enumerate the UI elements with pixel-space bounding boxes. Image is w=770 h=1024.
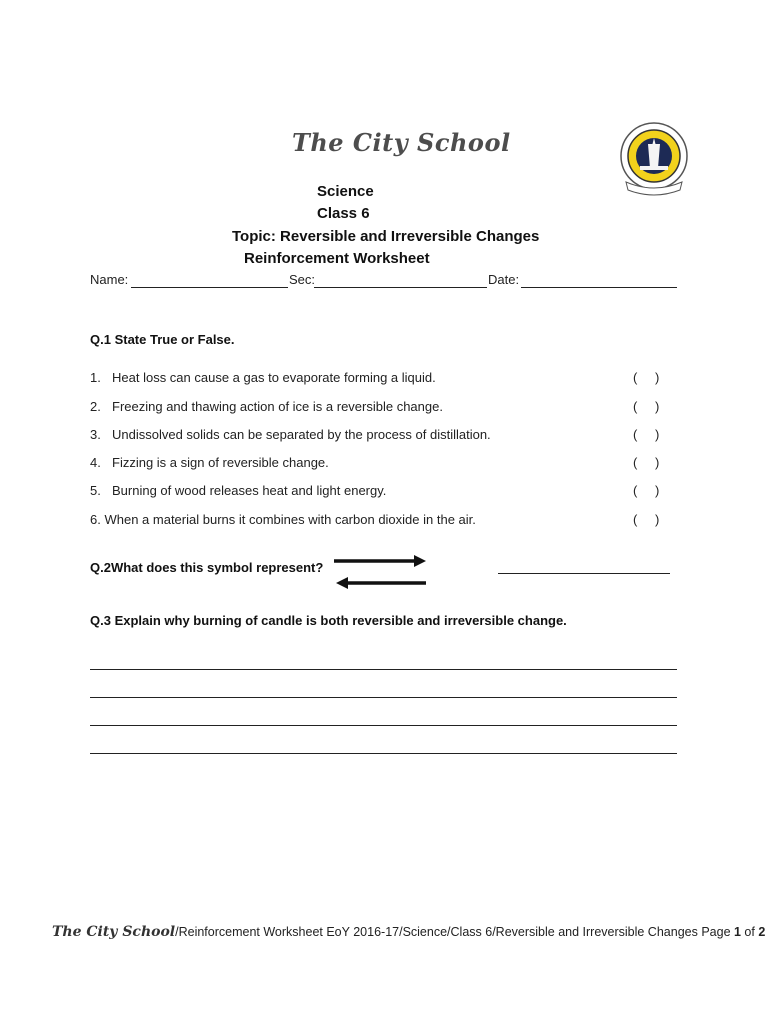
topic-heading: Topic: Reversible and Irreversible Changes: [232, 228, 540, 245]
list-item: [90, 427, 491, 442]
school-logo-text: The City School: [292, 128, 511, 157]
name-label: Name:: [90, 272, 129, 287]
item-text: Freezing and thawing action of ice is a reversible change.: [112, 399, 443, 414]
list-item: [90, 370, 436, 385]
item-text: When a material burns it combines with carbon dioxide in the air.: [104, 512, 476, 527]
item-text: Heat loss can cause a gas to evaporate forming a liquid.: [112, 370, 436, 385]
item-number: 4.: [90, 455, 101, 470]
date-label: Date:: [488, 272, 520, 287]
list-item: [90, 483, 386, 498]
list-item: [90, 399, 443, 414]
item-number: 5.: [90, 483, 101, 498]
answer-box[interactable]: ( ): [633, 455, 660, 470]
item-text: Undissolved solids can be separated by the process of distillation.: [112, 427, 491, 442]
subject-heading: Science: [317, 183, 374, 200]
answer-line[interactable]: [90, 753, 677, 754]
answer-box[interactable]: ( ): [633, 427, 660, 442]
page-footer: [52, 924, 765, 940]
footer-text: /Reinforcement Worksheet EoY 2016-17/Science/Class 6/Reversible and Irreversible Changes Page: [175, 925, 734, 939]
answer-line[interactable]: [90, 725, 677, 726]
item-text: Fizzing is a sign of reversible change.: [112, 455, 329, 470]
footer-brand: The City School: [52, 924, 176, 940]
list-item: [90, 455, 329, 470]
item-text: Burning of wood releases heat and light energy.: [112, 483, 387, 498]
worksheet-title: Reinforcement Worksheet: [244, 250, 430, 267]
list-item: [90, 512, 476, 527]
q2-answer-field[interactable]: [498, 573, 670, 574]
item-number: 6.: [90, 512, 101, 527]
footer-page: 1: [734, 925, 741, 939]
class-heading: Class 6: [317, 205, 370, 222]
item-number: 3.: [90, 427, 101, 442]
answer-box[interactable]: ( ): [633, 483, 660, 498]
item-number: 1.: [90, 370, 101, 385]
item-number: 2.: [90, 399, 101, 414]
answer-line[interactable]: [90, 669, 677, 670]
school-crest-icon: [618, 120, 690, 198]
answer-box[interactable]: ( ): [633, 512, 660, 527]
answer-box[interactable]: ( ): [633, 370, 660, 385]
q3-title: Q.3 Explain why burning of candle is both reversible and irreversible change.: [90, 613, 567, 628]
answer-line[interactable]: [90, 697, 677, 698]
sec-label: Sec:: [289, 272, 316, 287]
name-field[interactable]: [131, 287, 288, 288]
sec-field[interactable]: [314, 287, 487, 288]
footer-total: 2: [758, 925, 766, 939]
date-field[interactable]: [521, 287, 677, 288]
q2-title: Q.2What does this symbol represent?: [90, 560, 324, 575]
q1-title: Q.1 State True or False.: [90, 332, 235, 347]
footer-of: of: [740, 925, 759, 939]
reversible-arrows-icon: [332, 552, 430, 592]
answer-box[interactable]: ( ): [633, 399, 660, 414]
